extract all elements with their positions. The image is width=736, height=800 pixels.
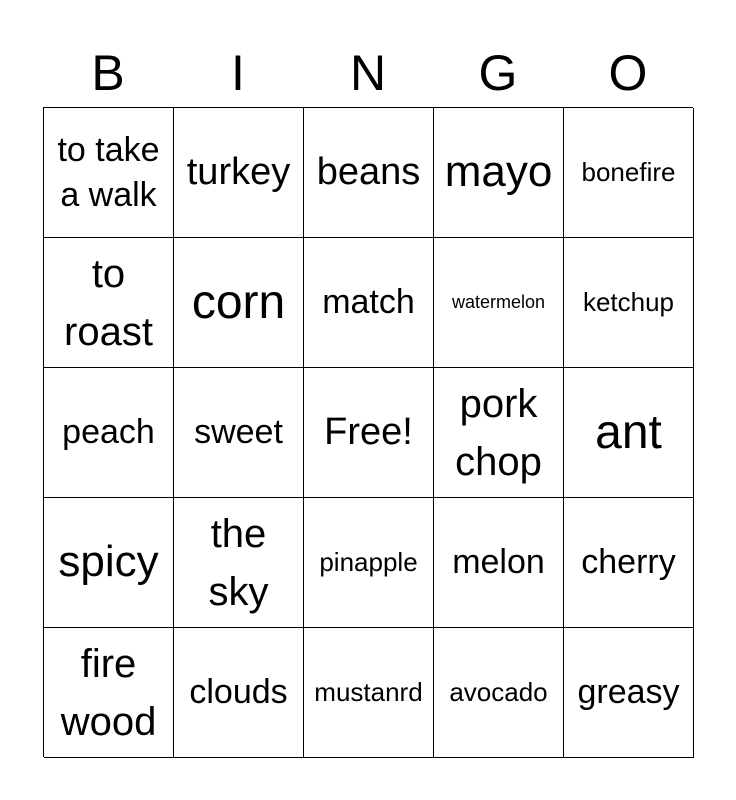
bingo-cell-r1-c2[interactable]: turkey [174,108,304,238]
bingo-cell-r4-c3[interactable]: pinapple [304,498,434,628]
bingo-cell-r1-c4[interactable]: mayo [434,108,564,238]
bingo-cell-r1-c5[interactable]: bonefire [564,108,694,238]
header-letter-o: O [608,45,648,101]
bingo-cell-r5-c3[interactable]: mustanrd [304,628,434,758]
bingo-cell-r4-c2[interactable]: the sky [174,498,304,628]
bingo-cell-r5-c1[interactable]: fire wood [44,628,174,758]
bingo-cell-r4-c4[interactable]: melon [434,498,564,628]
bingo-cell-r3-c4[interactable]: pork chop [434,368,564,498]
bingo-cell-r5-c5[interactable]: greasy [564,628,694,758]
bingo-cell-r4-c1[interactable]: spicy [44,498,174,628]
bingo-cell-r2-c5[interactable]: ketchup [564,238,694,368]
bingo-cell-r2-c3[interactable]: match [304,238,434,368]
bingo-cell-r3-c1[interactable]: peach [44,368,174,498]
bingo-cell-r5-c4[interactable]: avocado [434,628,564,758]
header-letter-n: N [349,45,387,101]
bingo-cell-r5-c2[interactable]: clouds [174,628,304,758]
bingo-cell-r3-c2[interactable]: sweet [174,368,304,498]
bingo-cell-r2-c2[interactable]: corn [174,238,304,368]
bingo-board [43,107,693,757]
bingo-cell-r3-c5[interactable]: ant [564,368,694,498]
bingo-cell-r2-c4[interactable]: watermelon [434,238,564,368]
bingo-cell-r4-c5[interactable]: cherry [564,498,694,628]
bingo-cell-r1-c1[interactable]: to take a walk [44,108,174,238]
bingo-cell-r1-c3[interactable]: beans [304,108,434,238]
bingo-cell-r3-c3-free[interactable]: Free! [304,368,434,498]
bingo-header [43,38,693,108]
header-letter-g: G [478,45,518,101]
header-letter-b: B [91,45,125,101]
bingo-cell-r2-c1[interactable]: to roast [44,238,174,368]
header-letter-i: I [231,45,245,101]
